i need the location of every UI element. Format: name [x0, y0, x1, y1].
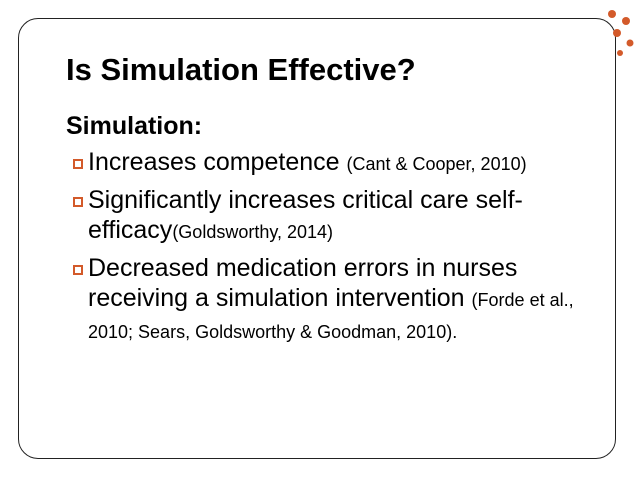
- bullet-item: [70, 147, 600, 179]
- slide-subtitle: Simulation:: [66, 112, 203, 140]
- bullet-text: Significantly increases critical care self-efficacy: [88, 186, 523, 244]
- bullet-text: Increases competence: [88, 148, 340, 176]
- bullet-item: [70, 185, 600, 247]
- slide-title: Is Simulation Effective?: [66, 52, 416, 87]
- orange-dots-icon: [604, 6, 638, 66]
- diamond-bullet-icon: [70, 254, 86, 284]
- diamond-bullet-icon: [70, 148, 86, 178]
- bullet-item: [70, 253, 600, 347]
- diamond-bullet-icon: [70, 186, 86, 216]
- bullet-citation: (Cant & Cooper, 2010): [346, 154, 527, 174]
- bullet-citation: (Forde et al., 2010; Sears, Goldsworthy & Goodman, 2010).: [88, 290, 574, 342]
- bullet-text: Decreased medication errors in nurses receiving a simulation intervention: [88, 254, 518, 312]
- bullet-citation: (Goldsworthy, 2014): [172, 222, 334, 242]
- bullet-list: [70, 147, 600, 353]
